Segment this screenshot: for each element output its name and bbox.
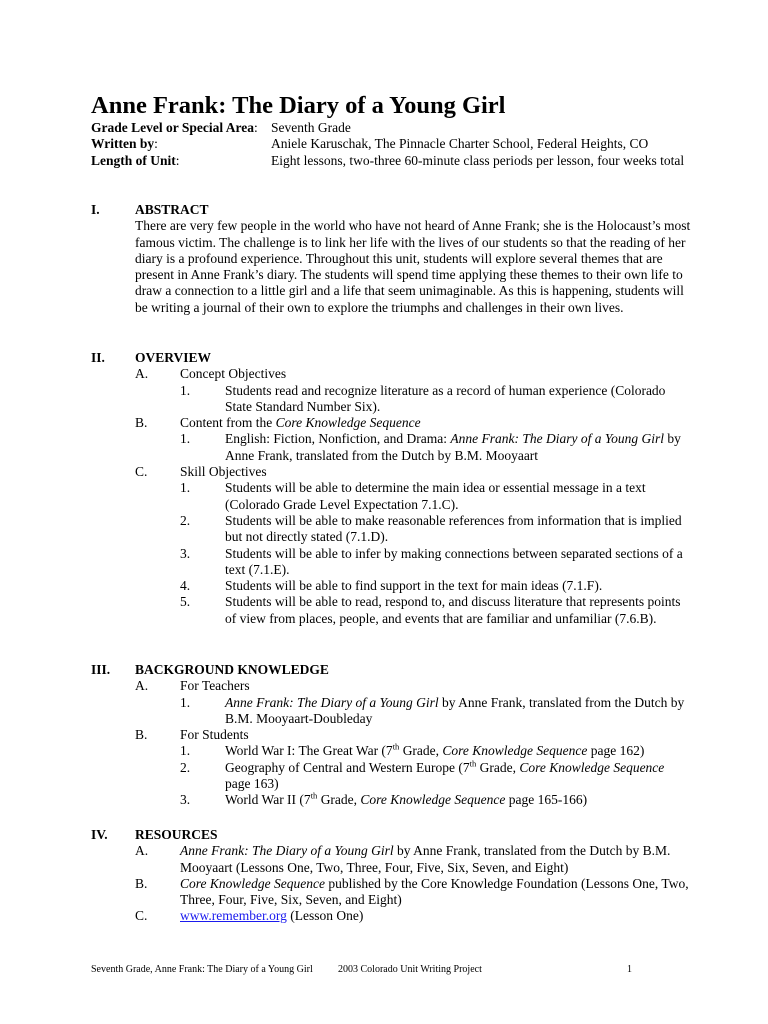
list-item: 1. Anne Frank: The Diary of a Young Girl by Anne Frank, translated from the Dutch by B.M. Mooyaart-Doubleday [180,694,685,726]
author-value: Aniele Karuschak, The Pinnacle Charter School, Federal Heights, CO [271,136,649,152]
section-overview [91,350,691,627]
list-item: C. Skill Objectives [135,464,267,480]
author-label: Written by [91,136,155,152]
section-abstract [91,202,691,316]
list-item: 1. English: Fiction, Nonfiction, and Drama: Anne Frank: The Diary of a Young Girl by Anne Frank, translated from the Dutch by B.M. Mooyaart [180,431,681,463]
section-number: III. [91,662,111,677]
list-item: 1. Students will be able to determine the main idea or essential message in a text (Colorado Grade Level Expectation 7.1.C). [180,480,646,512]
remember-org-link[interactable]: www.remember.org [180,908,287,924]
list-item: 2. Geography of Central and Western Europe (7th Grade, Core Knowledge Sequence page 163) [180,758,665,792]
author-row [91,136,731,152]
section-number: I. [91,202,100,217]
list-item: 3. Students will be able to infer by making connections between separated sections of a text (7.1.E). [180,545,683,577]
section-number: II. [91,350,105,365]
document-title: Anne Frank: The Diary of a Young Girl [91,92,506,119]
grade-label: Grade Level or Special Area [91,120,254,135]
unit-metadata [91,120,731,169]
length-row [91,153,731,169]
list-item: A. Anne Frank: The Diary of a Young Girl by Anne Frank, translated from the Dutch by B.M. Mooyaart (Lessons One, Two, Three, Four, Five, Six, Seven, and Eight) [135,843,671,875]
length-value: Eight lessons, two-three 60-minute class periods per lesson, four weeks total [271,152,685,168]
list-item: 1. Students read and recognize literature as a record of human experience (Colorado State Standard Number Six). [180,382,666,414]
footer-project: 2003 Colorado Unit Writing Project [338,964,482,975]
section-heading: BACKGROUND KNOWLEDGE [135,662,329,677]
abstract-paragraph: There are very few people in the world who have not heard of Anne Frank; she is the Holocaust’s most famous victim. The challenge is to link her life with the lives of our students so that the reading of her diary is a profound experience. Throughout this unit, students will explore several themes that are present in Anne Frank’s diary. The students will spend time applying these themes to their own life to draw a connection to a little girl and a life that seem unimaginable. As this is happening, students will be writing a journal of their own to explore the triumphs and challenges in their own lives. [135,218,691,315]
section-heading: ABSTRACT [135,202,209,217]
grade-row [91,120,731,136]
footer-title: Seventh Grade, Anne Frank: The Diary of a Young Girl [91,964,313,975]
list-item: 3. World War II (7th Grade, Core Knowledge Sequence page 165-166) [180,790,588,808]
grade-colon: : [253,120,258,135]
section-number: IV. [91,827,108,842]
list-item: 2. Students will be able to make reasonable references from information that is implied but not directly stated (7.1.D). [180,512,682,545]
list-item: B. Content from the Core Knowledge Sequence [135,415,421,431]
list-item: C. www.remember.org (Lesson One) [135,908,364,924]
section-heading: OVERVIEW [135,350,212,365]
author-colon: : [154,136,158,152]
length-label: Length of Unit [91,152,176,168]
length-colon: : [175,152,180,168]
section-heading: RESOURCES [135,827,218,842]
page-number: 1 [627,964,632,975]
list-item: A. Concept Objectives [135,366,287,382]
list-item: 4. Students will be able to find support in the text for main ideas (7.1.F). [180,578,603,594]
list-item: 1. World War I: The Great War (7th Grade, Core Knowledge Sequence page 162) [180,741,645,759]
list-item: A. For Teachers [135,678,250,694]
grade-value: Seventh Grade [271,120,351,135]
list-item: B. Core Knowledge Sequence published by the Core Knowledge Foundation (Lessons One, Two, Three, Four, Five, Six, Seven, and Eight) [135,875,689,908]
section-background-knowledge [91,662,691,809]
list-item: 5. Students will be able to read, respond to, and discuss literature that represents points of view from places, people, and events that are familiar and unfamiliar (7.6.B). [180,594,681,626]
section-resources [91,827,691,925]
list-item: B. For Students [135,727,249,743]
